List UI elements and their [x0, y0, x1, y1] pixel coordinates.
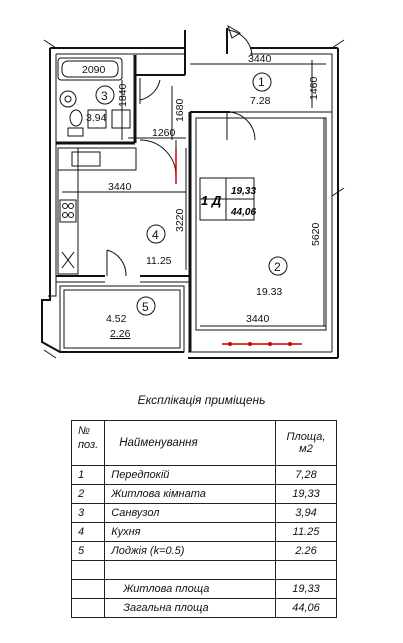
- table-row: 5 Лоджія (k=0.5) 2.26: [72, 542, 337, 561]
- header-name: Найменування: [105, 421, 276, 466]
- room-1-area: 7.28: [250, 95, 271, 107]
- header-num: № поз.: [72, 421, 105, 466]
- dim-kitchen-height: 3220: [174, 208, 186, 232]
- table-row: 4 Кухня 11.25: [72, 523, 337, 542]
- dim-bathtub: 2090: [82, 64, 106, 76]
- apartment-label: 1 Д: [201, 193, 222, 208]
- room-2-area: 19.33: [256, 286, 283, 298]
- table-summary-row: Житлова площа 19,33: [72, 580, 337, 599]
- room-5-number: 5: [142, 300, 149, 314]
- table-row-empty: [72, 561, 337, 580]
- table-row: 2 Житлова кімната 19,33: [72, 485, 337, 504]
- dim-living-height: 5620: [310, 222, 322, 246]
- header-area: Площа, м2: [276, 421, 337, 466]
- apartment-total-area: 44,06: [231, 207, 257, 218]
- table-caption: Експлікація приміщень: [137, 393, 266, 407]
- room-4-number: 4: [152, 228, 159, 242]
- table-summary-row: Загальна площа 44,06: [72, 599, 337, 618]
- dim-corridor-height: 1680: [174, 98, 186, 122]
- room-3-number: 3: [101, 89, 108, 103]
- room-3-area: 3.94: [86, 112, 107, 124]
- dim-right-height: 1460: [308, 76, 320, 100]
- room-1-number: 1: [258, 75, 265, 89]
- room-5-area: 2.26: [110, 328, 131, 340]
- apartment-living-area: 19,33: [231, 186, 257, 197]
- table-header: [72, 421, 337, 466]
- room-4-area: 11.25: [146, 255, 172, 267]
- table-row: 3 Санвузол 3,94: [72, 504, 337, 523]
- dim-living-bottom: 3440: [246, 313, 270, 325]
- explication-table: [71, 420, 337, 618]
- dim-kitchen-width: 3440: [108, 181, 132, 193]
- dim-bath-height: 1840: [117, 83, 129, 107]
- room-5-extra: 4.52: [106, 313, 127, 325]
- dim-corridor-width: 1260: [152, 127, 176, 139]
- room-2-number: 2: [274, 260, 281, 274]
- dim-top-width: 3440: [248, 53, 272, 65]
- table-row: 1 Передпокій 7,28: [72, 466, 337, 485]
